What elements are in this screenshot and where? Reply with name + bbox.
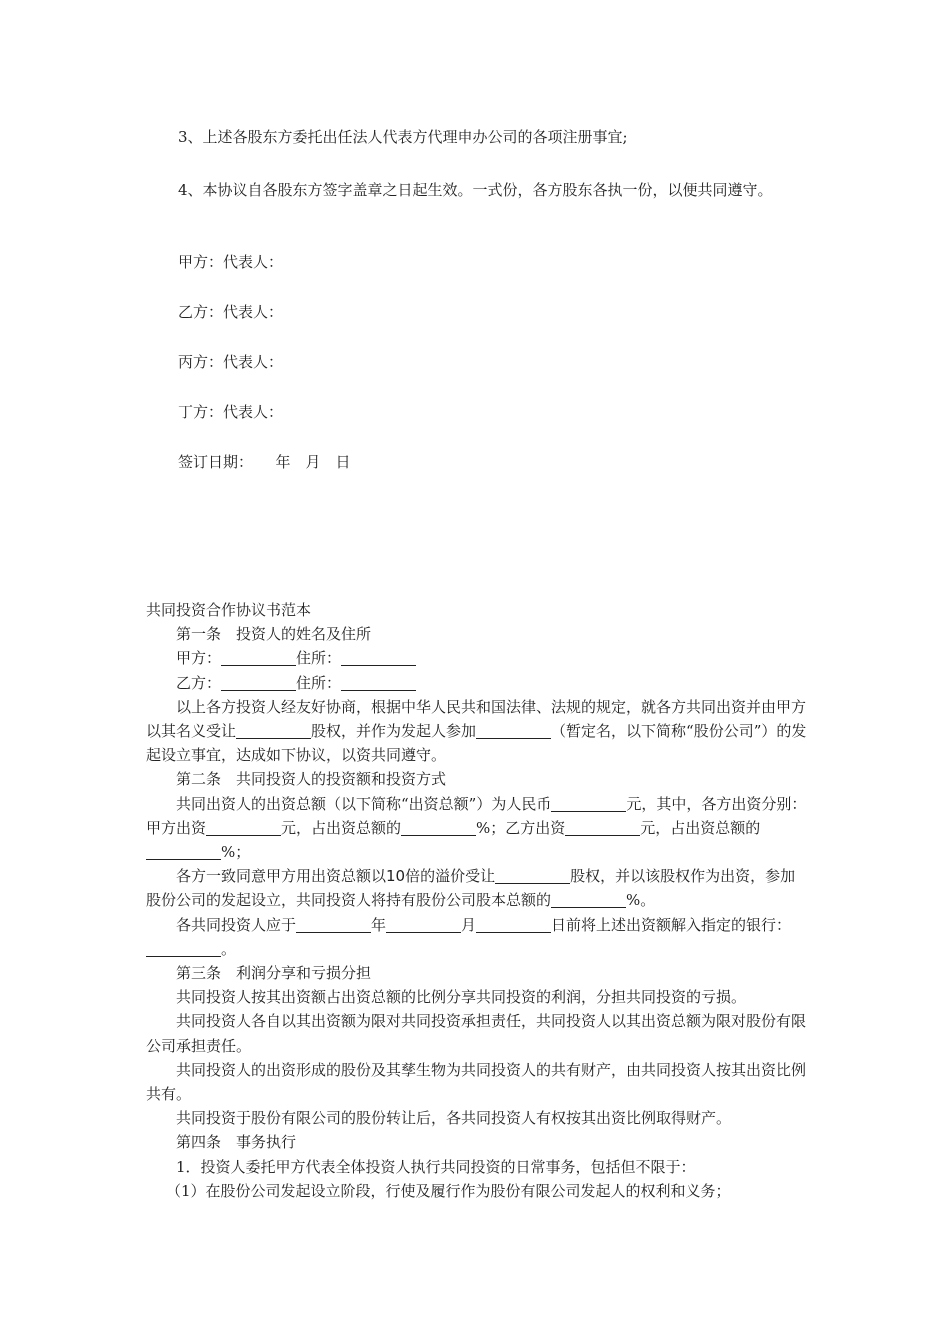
text-segment: 股权，并以该股权作为出资，参加股份公司的发起设立，共同投资人将持有股份公司股本总额的: [146, 867, 796, 910]
blank-field: [495, 867, 570, 884]
text-segment: 股权，并作为发起人参加: [311, 722, 477, 741]
party-b-line: [146, 671, 810, 695]
text-segment: 元，占出资总额的: [281, 818, 402, 837]
text-segment: 元，占出资总额的: [640, 818, 761, 837]
text-segment: %；: [221, 843, 251, 862]
party-c-signature: 丙方：代表人：: [178, 353, 284, 371]
blank-field: [221, 649, 296, 666]
party-a-signature: 甲方：代表人：: [178, 253, 284, 271]
party-b-signature: 乙方：代表人：: [178, 303, 284, 321]
text-segment: 甲方：: [176, 649, 222, 668]
blank-field: [146, 940, 221, 957]
text-segment: %。: [626, 891, 656, 910]
clause-3: 3、上述各股东方委托出任法人代表方代理申办公司的各项注册事宜;: [178, 128, 628, 146]
blank-field: [476, 916, 551, 933]
article-2-paragraph-3: [146, 913, 810, 961]
clause-4: 4、本协议自各股东方签字盖章之日起生效。一式份，各方股东各执一份，以便共同遵守。: [178, 181, 773, 199]
blank-field: [296, 916, 371, 933]
blank-field: [221, 674, 296, 691]
text-segment: 住所：: [296, 673, 342, 692]
article-3-title: 第三条 利润分享和亏损分担: [176, 964, 372, 983]
blank-field: [386, 916, 461, 933]
blank-field: [565, 819, 640, 836]
blank-field: [551, 891, 626, 908]
blank-field: [146, 843, 221, 860]
text-segment: 年: [371, 915, 387, 934]
article-4-paragraph-1: 1．投资人委托甲方代表全体投资人执行共同投资的日常事务，包括但不限于：: [176, 1157, 696, 1176]
article-3-paragraph-1: 共同投资人按其出资额占出资总额的比例分享共同投资的利润，分担共同投资的亏损。: [176, 988, 747, 1007]
blank-field: [476, 722, 551, 739]
text-segment: %；乙方出资: [476, 818, 566, 837]
text-segment: 各共同投资人应于: [176, 915, 297, 934]
text-segment: 以上各方投资人经友好协商，根据中华人民共和国法律、法规的规定，就各方共同出资并由甲方以其名义受让: [146, 697, 807, 741]
article-1-title: 第一条 投资人的姓名及住所: [176, 625, 372, 644]
blank-field: [551, 795, 626, 812]
text-segment: 倍的溢价受让: [405, 867, 496, 886]
article-2-title: 第二条 共同投资人的投资额和投资方式: [176, 770, 447, 789]
blank-field: [341, 649, 416, 666]
agreement-title: 共同投资合作协议书范本: [146, 601, 312, 619]
text-segment: 。: [221, 939, 237, 958]
article-1-paragraph: [146, 695, 810, 768]
text-segment: 乙方：: [176, 673, 222, 692]
text-segment: 元，其中，各方出资分别：甲方出资: [146, 794, 807, 837]
blank-field: [341, 674, 416, 691]
party-d-signature: 丁方：代表人：: [178, 403, 284, 421]
agreement-body: [146, 598, 810, 1203]
text-segment: 日前将上述出资额解入指定的银行：: [551, 915, 792, 934]
article-4-paragraph-2: （1）在股份公司发起设立阶段，行使及履行作为股份有限公司发起人的权利和义务；: [166, 1181, 731, 1200]
article-3-paragraph-4: 共同投资于股份有限公司的股份转让后，各共同投资人有权按其出资比例取得财产。: [176, 1109, 732, 1128]
text-segment: 10: [386, 867, 406, 886]
blank-field: [206, 819, 281, 836]
sign-date: 签订日期： 年 月 日: [178, 453, 351, 471]
party-a-line: [146, 646, 810, 670]
blank-field: [236, 722, 311, 739]
article-3-paragraph-3: 共同投资人的出资形成的股份及其孳生物为共同投资人的共有财产，由共同投资人按其出资比例共有。: [146, 1060, 807, 1104]
blank-field: [401, 819, 476, 836]
article-4-title: 第四条 事务执行: [176, 1133, 297, 1152]
article-2-paragraph-2: [146, 864, 810, 912]
article-3-paragraph-2: 共同投资人各自以其出资额为限对共同投资承担责任，共同投资人以其出资总额为限对股份有限公司承担责任。: [146, 1012, 807, 1055]
text-segment: （暂定名，以下简称“股份公司”）的发起设立事宜，达成如下协议，以资共同遵守。: [146, 722, 807, 765]
text-segment: 各方一致同意甲方用出资总额以: [176, 867, 387, 886]
article-2-paragraph-1: [146, 792, 810, 865]
text-segment: 住所：: [296, 649, 342, 668]
text-segment: 共同出资人的出资总额（以下简称“出资总额”）为人民币: [176, 794, 552, 813]
text-segment: 月: [461, 915, 477, 934]
